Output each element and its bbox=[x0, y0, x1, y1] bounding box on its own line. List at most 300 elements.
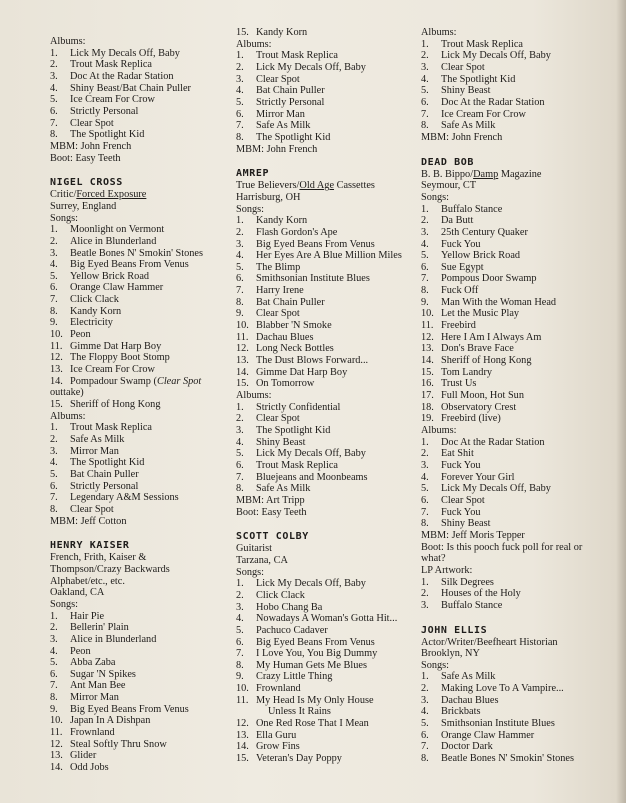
list-item bbox=[236, 285, 416, 297]
item-text: On Tomorrow bbox=[256, 378, 315, 390]
item-number: 5. bbox=[236, 261, 244, 273]
list-item bbox=[236, 660, 416, 672]
mbm-line: MBM: John French bbox=[50, 140, 132, 152]
item-number: 14. bbox=[50, 762, 63, 774]
item-number: 7. bbox=[421, 506, 429, 518]
list-item bbox=[236, 637, 416, 649]
list-item bbox=[50, 715, 225, 727]
list-item bbox=[421, 355, 621, 367]
list-item bbox=[50, 634, 225, 646]
list-item bbox=[50, 446, 225, 458]
item-text: Trust Us bbox=[441, 378, 477, 390]
list-item bbox=[421, 285, 621, 297]
role-text: True Believers/ bbox=[236, 180, 300, 192]
item-text: The Floppy Boot Stomp bbox=[70, 352, 170, 364]
item-text: Bat Chain Puller bbox=[256, 296, 325, 308]
item-text: Big Eyed Beans From Venus bbox=[70, 259, 189, 271]
list-item bbox=[421, 320, 621, 332]
list-item bbox=[50, 106, 225, 118]
list-item bbox=[50, 680, 225, 692]
list-item bbox=[236, 27, 416, 39]
item-text: Clear Spot bbox=[256, 308, 300, 320]
list-item bbox=[50, 704, 225, 716]
list-item bbox=[50, 364, 225, 376]
list-item bbox=[421, 39, 621, 51]
item-number: 4. bbox=[421, 238, 429, 250]
item-continuation: outtake) bbox=[50, 387, 84, 399]
list-item bbox=[421, 378, 621, 390]
list-item bbox=[50, 94, 225, 106]
item-text: Peon bbox=[70, 645, 91, 657]
item-number: 1. bbox=[236, 578, 244, 590]
item-text: Fuck You bbox=[441, 506, 481, 518]
item-text: Lick My Decals Off, Baby bbox=[256, 578, 366, 590]
item-text: Safe As Milk bbox=[441, 120, 496, 132]
list-item bbox=[236, 50, 416, 62]
item-text: Mirror Man bbox=[70, 692, 119, 704]
item-text: Let the Music Play bbox=[441, 308, 520, 320]
item-text: Lick My Decals Off, Baby bbox=[256, 61, 366, 73]
item-text: Alice in Blunderland bbox=[70, 633, 157, 645]
item-number: 7. bbox=[50, 294, 58, 306]
list-item bbox=[50, 236, 225, 248]
item-number: 2. bbox=[236, 589, 244, 601]
item-text: The Blimp bbox=[256, 261, 301, 273]
item-number: 5. bbox=[421, 483, 429, 495]
contributor-name: JOHN ELLIS bbox=[421, 624, 488, 636]
item-number: 15. bbox=[236, 27, 249, 38]
list-item bbox=[50, 739, 225, 751]
list-item bbox=[50, 692, 225, 704]
list-item bbox=[50, 646, 225, 658]
item-text: Shiny Beast bbox=[441, 85, 491, 97]
item-number: 3. bbox=[421, 459, 429, 471]
item-number: 2. bbox=[236, 61, 244, 73]
item-text: Tom Landry bbox=[441, 366, 493, 378]
list-item bbox=[421, 109, 621, 121]
list-item bbox=[236, 602, 416, 614]
album-list bbox=[236, 50, 416, 143]
item-text: Doc At the Radar Station bbox=[441, 436, 545, 448]
contributor-place: Tarzana, CA bbox=[236, 554, 288, 566]
item-text: Pompadour Swamp ( bbox=[70, 375, 157, 387]
item-text: Big Eyed Beans From Venus bbox=[256, 238, 375, 250]
list-item bbox=[50, 306, 225, 318]
item-text: My Head Is My Only House bbox=[256, 694, 374, 706]
item-number: 11. bbox=[421, 320, 434, 332]
item-text: Trout Mask Replica bbox=[256, 459, 338, 471]
contributor-role bbox=[236, 180, 416, 192]
list-item bbox=[236, 695, 416, 707]
item-number: 13. bbox=[50, 364, 63, 376]
item-text: Japan In A Dishpan bbox=[70, 715, 151, 727]
list-item bbox=[236, 613, 416, 625]
item-number: 1. bbox=[236, 215, 244, 227]
item-text: Safe As Milk bbox=[256, 483, 311, 495]
mbm-line: MBM: Jeff Moris Tepper bbox=[421, 529, 525, 541]
item-text: Dachau Blues bbox=[441, 694, 499, 706]
list-item bbox=[421, 74, 621, 86]
item-text: I Love You, You Big Dummy bbox=[256, 648, 378, 660]
item-number: 14. bbox=[421, 355, 434, 367]
list-item bbox=[421, 718, 621, 730]
list-item bbox=[421, 215, 621, 227]
item-text: Houses of the Holy bbox=[441, 588, 521, 600]
item-text: Clear Spot bbox=[70, 117, 114, 129]
item-number: 5. bbox=[50, 94, 58, 106]
item-text: Lick My Decals Off, Baby bbox=[441, 483, 551, 495]
item-text: Sheriff of Hong Kong bbox=[441, 355, 532, 367]
item-text: Sheriff of Hong Kong bbox=[70, 399, 161, 411]
item-text: Moonlight on Vermont bbox=[70, 224, 165, 236]
item-text: Bellerin' Plain bbox=[70, 622, 129, 634]
item-text: Fuck You bbox=[441, 238, 481, 250]
item-number: 3. bbox=[421, 599, 429, 611]
item-text: Alice in Blunderland bbox=[70, 235, 157, 247]
item-text: Lick My Decals Off, Baby bbox=[70, 47, 180, 59]
item-number: 5. bbox=[421, 250, 429, 262]
list-item bbox=[421, 507, 621, 519]
item-number: 4. bbox=[236, 250, 244, 262]
item-text: Don's Brave Face bbox=[441, 343, 514, 355]
boot-line-continued: what? bbox=[421, 553, 446, 565]
item-number: 9. bbox=[50, 317, 58, 329]
song-list bbox=[236, 578, 416, 695]
song-list bbox=[236, 718, 416, 765]
list-item bbox=[236, 367, 416, 379]
list-item bbox=[236, 62, 416, 74]
contributor-role: Guitarist bbox=[236, 543, 273, 555]
list-item bbox=[421, 413, 621, 425]
list-item bbox=[50, 611, 225, 623]
role-text: Cassettes bbox=[334, 180, 375, 192]
item-text: Bat Chain Puller bbox=[256, 85, 325, 97]
item-text: Kandy Korn bbox=[256, 215, 308, 227]
item-text: Bat Chain Puller bbox=[70, 468, 139, 480]
item-number: 2. bbox=[421, 50, 429, 62]
item-text: Crazy Little Thing bbox=[256, 671, 333, 683]
item-number: 1. bbox=[421, 38, 429, 50]
list-item bbox=[421, 332, 621, 344]
item-number: 1. bbox=[50, 47, 58, 59]
item-number: 5. bbox=[236, 96, 244, 108]
list-item bbox=[421, 402, 621, 414]
role-text: B. B. Bippo/ bbox=[421, 168, 474, 180]
item-text: Trout Mask Replica bbox=[441, 38, 523, 50]
item-number: 9. bbox=[421, 296, 429, 308]
item-number: 6. bbox=[421, 494, 429, 506]
item-text: Making Love To A Vampire... bbox=[441, 683, 564, 695]
item-number: 12. bbox=[236, 343, 249, 355]
contributor-name: SCOTT COLBY bbox=[236, 531, 309, 543]
item-number: 3. bbox=[421, 226, 429, 238]
item-number: 6. bbox=[236, 636, 244, 648]
item-number: 3. bbox=[236, 73, 244, 85]
item-text: Long Neck Bottles bbox=[256, 343, 334, 355]
list-item bbox=[50, 282, 225, 294]
item-number: 6. bbox=[236, 108, 244, 120]
item-text: Orange Claw Hammer bbox=[441, 729, 535, 741]
contributor-role bbox=[421, 169, 621, 181]
item-number: 7. bbox=[421, 741, 429, 753]
list-item bbox=[50, 657, 225, 669]
list-item bbox=[421, 588, 621, 600]
list-item bbox=[50, 481, 225, 493]
item-number: 8. bbox=[50, 692, 58, 704]
item-number: 10. bbox=[236, 683, 249, 695]
item-text: Abba Zaba bbox=[70, 657, 116, 669]
list-item bbox=[50, 504, 225, 516]
item-text: Glider bbox=[70, 750, 97, 762]
item-number: 15. bbox=[236, 378, 249, 390]
item-number: 2. bbox=[50, 59, 58, 71]
contributor-name: NIGEL CROSS bbox=[50, 177, 123, 189]
item-text: Mirror Man bbox=[70, 445, 119, 457]
item-text: Grow Fins bbox=[256, 741, 300, 753]
item-number: 3. bbox=[50, 633, 58, 645]
songs-label: Songs: bbox=[421, 659, 450, 671]
item-text: Orange Claw Hammer bbox=[70, 282, 164, 294]
item-text: The Spotlight Kid bbox=[441, 73, 516, 85]
songs-label: Songs: bbox=[50, 212, 79, 224]
list-item bbox=[236, 671, 416, 683]
item-text: Her Eyes Are A Blue Million Miles bbox=[256, 250, 402, 262]
item-number: 10. bbox=[50, 715, 63, 727]
list-item bbox=[421, 472, 621, 484]
list-item bbox=[236, 120, 416, 132]
list-item bbox=[50, 762, 225, 774]
item-number: 12. bbox=[421, 331, 434, 343]
item-text: My Human Gets Me Blues bbox=[256, 659, 367, 671]
list-item bbox=[236, 227, 416, 239]
list-item bbox=[50, 434, 225, 446]
songs-label: Songs: bbox=[421, 191, 450, 203]
item-number: 6. bbox=[421, 261, 429, 273]
list-item bbox=[236, 250, 416, 262]
list-item bbox=[50, 59, 225, 71]
item-text: Lick My Decals Off, Baby bbox=[441, 50, 551, 62]
item-number: 7. bbox=[236, 120, 244, 132]
list-item bbox=[421, 483, 621, 495]
list-item bbox=[236, 730, 416, 742]
item-text: Eat Shit bbox=[441, 448, 474, 460]
list-item bbox=[421, 239, 621, 251]
item-text: Kandy Korn bbox=[70, 305, 122, 317]
item-number: 8. bbox=[236, 131, 244, 143]
item-text: Da Butt bbox=[441, 215, 474, 227]
item-text: The Dust Blows Forward... bbox=[256, 355, 369, 367]
item-number: 3. bbox=[50, 70, 58, 82]
item-number: 8. bbox=[421, 120, 429, 132]
list-item bbox=[236, 215, 416, 227]
list-item bbox=[236, 483, 416, 495]
item-number: 4. bbox=[421, 706, 429, 718]
list-item bbox=[421, 120, 621, 132]
album-list bbox=[236, 402, 416, 495]
item-text: Doc At the Radar Station bbox=[70, 70, 174, 82]
item-text: Shiny Beast bbox=[441, 518, 491, 530]
item-text: Full Moon, Hot Sun bbox=[441, 390, 524, 402]
item-text: Beatle Bones N' Smokin' Stones bbox=[441, 753, 574, 765]
item-text: 25th Century Quaker bbox=[441, 226, 528, 238]
songs-label: Songs: bbox=[50, 598, 79, 610]
list-item bbox=[421, 85, 621, 97]
lp-artwork-label: LP Artwork: bbox=[421, 564, 473, 576]
song-list bbox=[50, 611, 225, 774]
list-item bbox=[50, 341, 225, 353]
list-item bbox=[236, 332, 416, 344]
item-text: Legendary A&M Sessions bbox=[70, 492, 179, 504]
item-number: 1. bbox=[421, 203, 429, 215]
item-text: Trout Mask Replica bbox=[256, 50, 338, 62]
item-text: Nowadays A Woman's Gotta Hit... bbox=[256, 613, 398, 625]
contributor-role: Thompson/Crazy Backwards bbox=[50, 563, 170, 575]
list-item bbox=[50, 329, 225, 341]
item-number: 8. bbox=[236, 483, 244, 495]
contributor-place: Brooklyn, NY bbox=[421, 648, 480, 660]
list-item bbox=[236, 343, 416, 355]
role-text: Magazine bbox=[498, 168, 542, 180]
item-text: Safe As Milk bbox=[70, 434, 125, 445]
item-number: 2. bbox=[236, 413, 244, 425]
item-number: 6. bbox=[236, 273, 244, 285]
list-item bbox=[236, 402, 416, 414]
item-text: Mirror Man bbox=[256, 108, 305, 120]
item-text: One Red Rose That I Mean bbox=[256, 718, 369, 730]
item-number: 5. bbox=[236, 448, 244, 460]
boot-line: Boot: Easy Teeth bbox=[236, 506, 307, 518]
item-number: 5. bbox=[50, 270, 58, 282]
list-item bbox=[50, 224, 225, 236]
album-list bbox=[421, 39, 621, 132]
item-number: 6. bbox=[236, 459, 244, 471]
list-item bbox=[50, 422, 225, 434]
item-number: 1. bbox=[421, 576, 429, 588]
item-number: 11. bbox=[236, 331, 249, 343]
item-number: 1. bbox=[50, 610, 58, 622]
item-text: Hobo Chang Ba bbox=[256, 601, 323, 613]
publication-title: Damp bbox=[473, 168, 499, 180]
list-item bbox=[236, 753, 416, 765]
item-text: Hair Pie bbox=[70, 610, 105, 622]
list-item bbox=[50, 469, 225, 481]
item-number: 14. bbox=[236, 366, 249, 378]
list-item bbox=[50, 48, 225, 60]
contributor-place: Seymour, CT bbox=[421, 180, 477, 192]
item-text: Big Eyed Beans From Venus bbox=[70, 703, 189, 715]
list-item bbox=[50, 294, 225, 306]
item-text: Harry Irene bbox=[256, 285, 304, 297]
item-number: 10. bbox=[236, 320, 249, 332]
item-text: Clear Spot bbox=[256, 413, 300, 425]
album-list bbox=[421, 437, 621, 530]
item-text: Lick My Decals Off, Baby bbox=[256, 448, 366, 460]
item-number: 4. bbox=[236, 436, 244, 448]
song-list bbox=[50, 224, 225, 376]
item-number: 5. bbox=[50, 657, 58, 669]
list-item bbox=[421, 62, 621, 74]
contributor-place: Surrey, England bbox=[50, 200, 117, 212]
item-number: 15. bbox=[421, 366, 434, 378]
item-number: 2. bbox=[421, 588, 429, 600]
item-number: 15. bbox=[50, 399, 63, 411]
list-item bbox=[50, 376, 225, 388]
album-list bbox=[50, 422, 225, 515]
item-text: Trout Mask Replica bbox=[70, 422, 152, 434]
item-number: 13. bbox=[236, 355, 249, 367]
item-number: 2. bbox=[50, 622, 58, 634]
item-text: Forever Your Girl bbox=[441, 471, 515, 483]
item-number: 3. bbox=[236, 425, 244, 436]
item-text: The Spotlight Kid bbox=[70, 457, 145, 469]
contributor-place: Harrisburg, OH bbox=[236, 191, 301, 203]
list-item bbox=[236, 239, 416, 251]
list-item bbox=[236, 425, 416, 437]
list-item bbox=[421, 518, 621, 530]
list-item bbox=[421, 308, 621, 320]
item-text: Clear Spot bbox=[441, 61, 485, 73]
contributor-name: DEAD BOB bbox=[421, 156, 474, 168]
item-number: 1. bbox=[50, 422, 58, 434]
item-number: 1. bbox=[421, 436, 429, 448]
item-number: 4. bbox=[421, 471, 429, 483]
item-text: Buffalo Stance bbox=[441, 203, 503, 215]
item-number: 3. bbox=[236, 601, 244, 613]
albums-label: Albums: bbox=[421, 27, 457, 38]
mbm-line: MBM: Jeff Cotton bbox=[50, 515, 127, 527]
albums-label: Albums: bbox=[50, 36, 86, 47]
item-text: Safe As Milk bbox=[256, 120, 311, 132]
list-item bbox=[421, 297, 621, 309]
item-text: Pachuco Cadaver bbox=[256, 624, 328, 636]
list-item bbox=[421, 730, 621, 742]
list-item bbox=[236, 437, 416, 449]
list-item bbox=[236, 718, 416, 730]
item-text: Peon bbox=[70, 329, 91, 341]
item-number: 12. bbox=[236, 718, 249, 730]
item-text: Gimme Dat Harp Boy bbox=[256, 366, 348, 378]
item-text: Doctor Dark bbox=[441, 741, 493, 753]
list-item bbox=[50, 727, 225, 739]
item-number: 4. bbox=[50, 259, 58, 271]
list-item bbox=[236, 297, 416, 309]
list-item bbox=[50, 259, 225, 271]
contributor-place: Oakland, CA bbox=[50, 587, 105, 599]
list-item bbox=[421, 671, 621, 683]
item-number: 8. bbox=[421, 753, 429, 765]
song-list bbox=[421, 204, 621, 425]
item-text: Frownland bbox=[70, 727, 115, 739]
item-number: 18. bbox=[421, 401, 434, 413]
item-number: 4. bbox=[236, 85, 244, 97]
item-text: Big Eyed Beans From Venus bbox=[256, 636, 375, 648]
item-text: Unless It Rains bbox=[268, 706, 331, 718]
item-number: 11. bbox=[236, 694, 249, 706]
albums-label: Albums: bbox=[236, 38, 272, 50]
list-item bbox=[421, 227, 621, 239]
column-2 bbox=[236, 27, 416, 765]
item-number: 11. bbox=[50, 340, 63, 352]
item-text: Clear Spot bbox=[70, 503, 114, 515]
item-text: Ice Cream For Crow bbox=[441, 108, 526, 120]
item-number: 3. bbox=[421, 61, 429, 73]
mbm-line: MBM: John French bbox=[421, 131, 503, 143]
list-item bbox=[421, 600, 621, 612]
item-number: 14. bbox=[236, 741, 249, 753]
item-number: 2. bbox=[236, 226, 244, 238]
contributor-role: French, Frith, Kaiser & bbox=[50, 552, 147, 564]
contributor-role: Alphabet/etc., etc. bbox=[50, 575, 125, 587]
